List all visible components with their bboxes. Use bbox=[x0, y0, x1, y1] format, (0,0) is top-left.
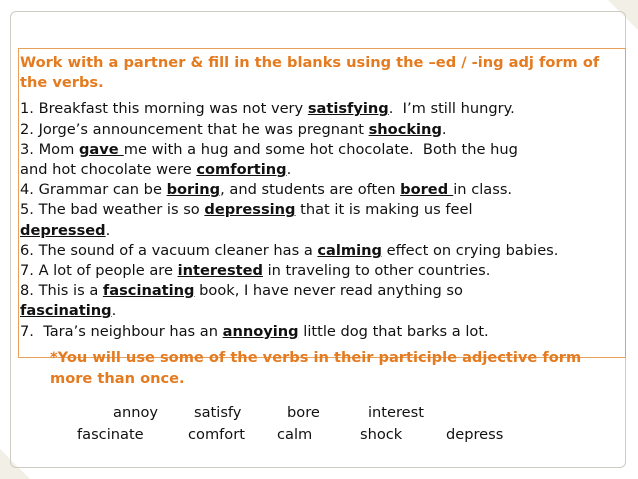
exercise-item-7: 7. A lot of people are interested in traveling to other countries. bbox=[20, 262, 491, 280]
answer: fascinating bbox=[20, 302, 112, 320]
answer: fascinating bbox=[102, 282, 195, 300]
answer: comforting bbox=[196, 161, 287, 179]
instructions: Work with a partner & fill in the blanks using the –ed / -ing adj form of the verbs. bbox=[20, 54, 600, 92]
word-bank-item: depress bbox=[446, 426, 504, 443]
answer: interested bbox=[177, 262, 263, 280]
word-bank-item: calm bbox=[277, 426, 313, 443]
answer: satisfying bbox=[307, 100, 389, 118]
answer: annoying bbox=[222, 322, 299, 340]
word-bank-item: fascinate bbox=[77, 426, 144, 443]
exercise-item-2: 2. Jorge’s announcement that he was pregnant shocking. bbox=[20, 120, 447, 138]
exercise-content bbox=[20, 53, 626, 342]
note: *You will use some of the verbs in their participle adjective form more than once. bbox=[50, 349, 582, 387]
word-bank-item: comfort bbox=[188, 426, 245, 443]
answer: depressing bbox=[204, 201, 296, 219]
exercise-item-6: 6. The sound of a vacuum cleaner has a calming effect on crying babies. bbox=[20, 241, 559, 259]
word-bank-item: bore bbox=[287, 404, 320, 421]
exercise-item-8: 8. This is a fascinating book, I have never read anything so fascinating. bbox=[20, 282, 463, 320]
exercise-item-5: 5. The bad weather is so depressing that it is making us feel depressed. bbox=[20, 201, 473, 239]
word-bank-item: annoy bbox=[113, 404, 159, 421]
exercise-item-4: 4. Grammar can be boring, and students are often bored in class. bbox=[20, 181, 513, 199]
answer: depressed bbox=[20, 221, 106, 239]
answer: shocking bbox=[368, 120, 442, 138]
word-bank-item: shock bbox=[360, 426, 403, 443]
word-bank-item: satisfy bbox=[194, 404, 242, 421]
answer: gave bbox=[78, 140, 124, 158]
answer: bored bbox=[400, 181, 454, 199]
exercise-item-3: 3. Mom gave me with a hug and some hot chocolate. Both the hug and hot chocolate were comforting. bbox=[20, 140, 518, 179]
exercise-item-9: 7. Tara’s neighbour has an annoying little dog that barks a lot. bbox=[20, 322, 489, 340]
answer: boring bbox=[166, 181, 221, 199]
exercise-item-1: 1. Breakfast this morning was not very satisfying. I’m still hungry. bbox=[20, 100, 515, 118]
word-bank-item: interest bbox=[368, 404, 424, 421]
answer: calming bbox=[317, 241, 382, 259]
